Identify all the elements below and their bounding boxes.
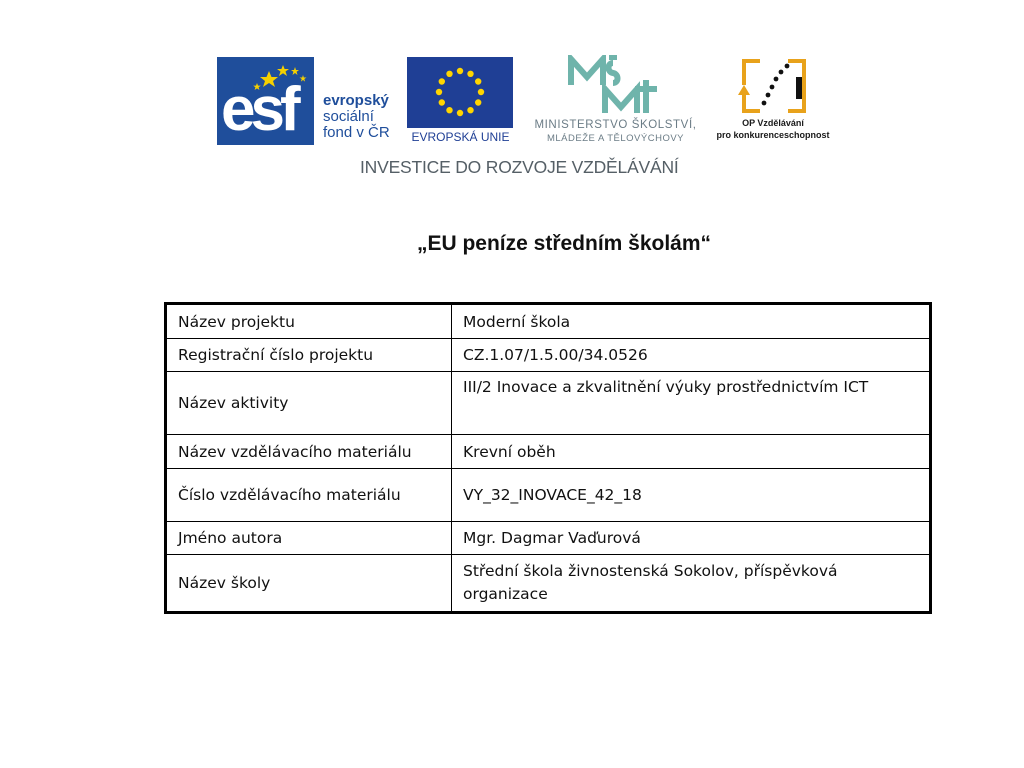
row-value: Moderní škola [452,304,931,339]
msmt-logo [523,55,708,147]
table-row [166,435,931,469]
page-title: „EU peníze středním školám“ [416,232,712,255]
op-bracket-icon [738,55,810,117]
table-row [166,522,931,555]
table-row [166,555,931,613]
row-label: Název projektu [166,304,452,339]
row-value: Krevní oběh [452,435,931,469]
msmt-monogram-icon [565,55,661,117]
eu-label: EVROPSKÁ UNIE [411,130,510,144]
row-label: Jméno autora [166,522,452,555]
row-value: VY_32_INOVACE_42_18 [452,469,931,522]
table-row [166,339,931,372]
table-row [166,372,931,435]
table-row [166,469,931,522]
row-label: Název školy [166,555,452,613]
row-value: CZ.1.07/1.5.00/34.0526 [452,339,931,372]
row-label: Číslo vzdělávacího materiálu [166,469,452,522]
msmt-line1: MINISTERSTVO ŠKOLSTVÍ, [534,119,697,131]
row-label: Registrační číslo projektu [166,339,452,372]
esf-line3: fond v ČR [323,124,390,141]
row-value: Mgr. Dagmar Vaďurová [452,522,931,555]
esf-logo-box [217,57,314,145]
op-line2: pro konkurenceschopnost [716,130,830,140]
esf-logo [217,57,402,147]
eu-stars-icon [407,57,513,128]
eu-logo [407,57,514,147]
row-label: Název aktivity [166,372,452,435]
tagline: INVESTICE DO ROZVOJE VZDĚLÁVÁNÍ [360,157,679,177]
row-value: Střední škola živnostenská Sokolov, příspěvková organizace [452,555,931,613]
esf-text [323,93,390,141]
op-logo [712,55,834,147]
op-line1: OP Vzdělávání [742,118,804,128]
project-info-table [164,302,932,614]
row-value: III/2 Inovace a zkvalitnění výuky prostřednictvím ICT [452,372,931,435]
row-label: Název vzdělávacího materiálu [166,435,452,469]
table-row [166,304,931,339]
esf-line2: sociální [323,108,374,125]
esf-letters: esf [221,75,296,144]
eu-flag [407,57,513,128]
msmt-line2: MLÁDEŽE A TĚLOVÝCHOVY [546,133,685,144]
esf-line1: evropský [323,92,389,109]
